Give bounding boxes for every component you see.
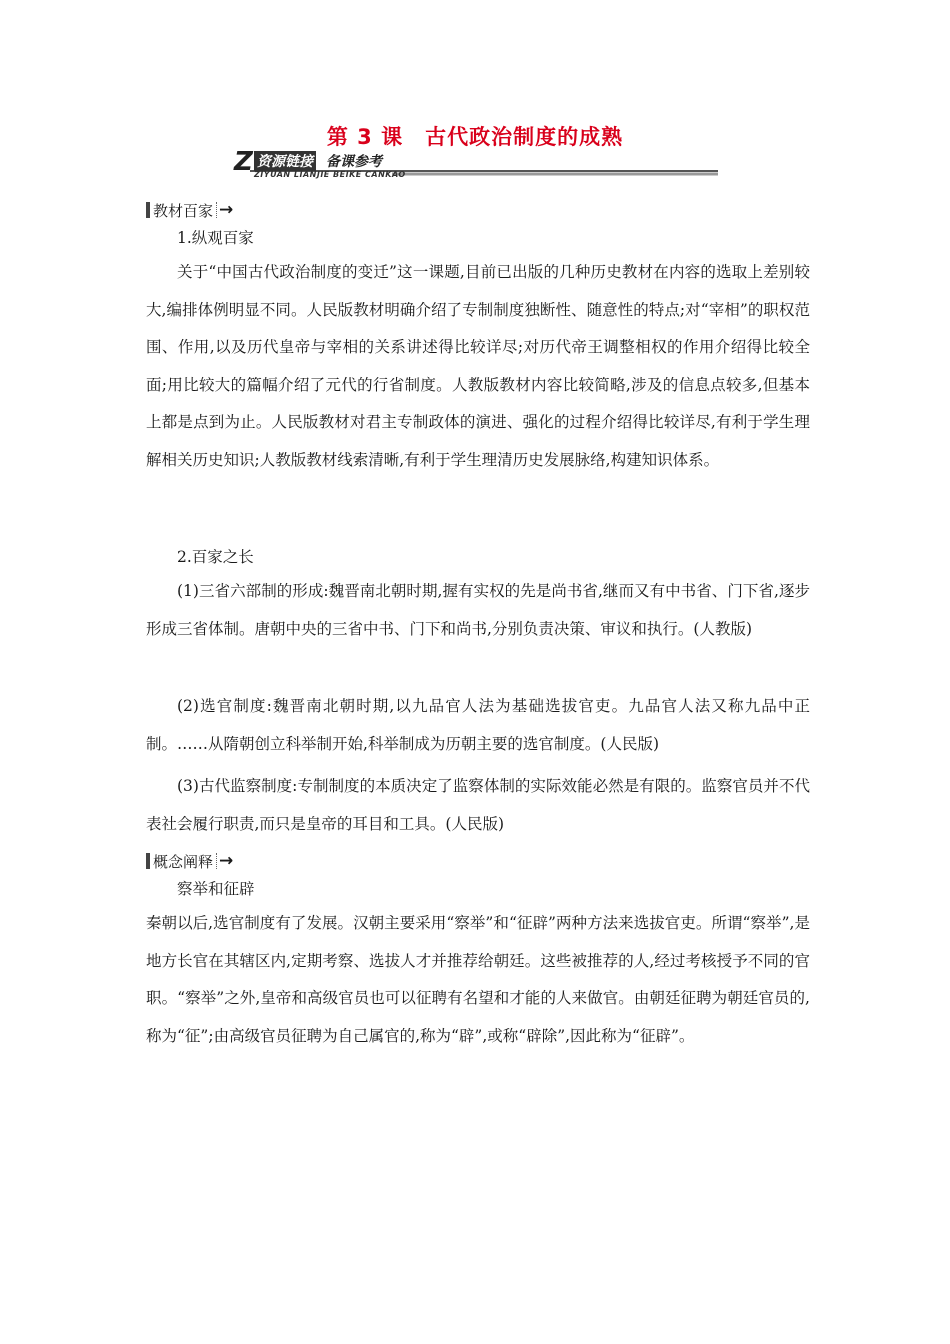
arrow-right-icon: → [216, 202, 233, 218]
concept-paragraph: 秦朝以后,选官制度有了发展。汉朝主要采用“察举”和“征辟”两种方法来选拔官吏。所谓“察举”,是地方长官在其辖区内,定期考察、选拔人才并推荐给朝廷。这些被推荐的人,经过考核授予不同的官职。“察举”之外,皇帝和高级官员也可以征聘有名望和才能的人来做官。由朝廷征聘为朝廷官员的,称为“征”;由高级官员征聘为自己属官的,称为“辟”,或称“辟除”,因此称为“征辟”。 [146, 914, 810, 1045]
section-marker-icon [146, 853, 150, 869]
item2-paragraph-2: (2)选官制度:魏晋南北朝时期,以九品官人法为基础选拔官吏。九品官人法又称九品中正制。……从隋朝创立科举制开始,科举制成为历朝主要的选官制度。(人民版) [146, 697, 810, 753]
banner-label-main: 资源链接 [254, 151, 316, 171]
section-heading-text: 概念阐释 [153, 852, 214, 871]
item2-paragraph-1: (1)三省六部制的形成:魏晋南北朝时期,握有实权的先是尚书省,继而又有中书省、门下省,逐步形成三省体制。唐朝中央的三省中书、门下和尚书,分别负责决策、审议和执行。(人教版) [146, 582, 810, 638]
page-title: 第 3 课 古代政治制度的成熟 [326, 125, 624, 149]
resource-banner [232, 148, 718, 186]
section-heading-text: 教材百家 [153, 201, 214, 220]
arrow-right-icon: → [216, 853, 233, 869]
item2-title: 2.百家之长 [177, 548, 254, 566]
item1-title: 1.纵观百家 [177, 229, 254, 247]
svg-text:Z: Z [234, 148, 253, 177]
item2-paragraph-3: (3)古代监察制度:专制制度的本质决定了监察体制的实际效能必然是有限的。监察官员并不代表社会履行职责,而只是皇帝的耳目和工具。(人民版) [146, 777, 810, 833]
section-heading-concepts [146, 851, 233, 871]
section-marker-icon [146, 202, 150, 218]
banner-pinyin: ZIYUAN LIANJIE BEIKE CANKAO [254, 170, 406, 179]
concept-term: 察举和征辟 [177, 880, 255, 898]
banner-label-sub: 备课参考 [326, 154, 382, 170]
item1-paragraph: 关于“中国古代政治制度的变迁”这一课题,目前已出版的几种历史教材在内容的选取上差别较大,编排体例明显不同。人民版教材明确介绍了专制制度独断性、随意性的特点;对“宰相”的职权范围、作用,以及历代皇帝与宰相的关系讲述得比较详尽;对历代帝王调整相权的作用介绍得比较全面;用比较大的篇幅介绍了元代的行省制度。人教版教材内容比较简略,涉及的信息点较多,但基本上都是点到为止。人民版教材对君主专制政体的演进、强化的过程介绍得比较详尽,有利于学生理解相关历史知识;人教版教材线索清晰,有利于学生理清历史发展脉络,构建知识体系。 [146, 263, 810, 469]
section-heading-textbooks [146, 200, 233, 220]
